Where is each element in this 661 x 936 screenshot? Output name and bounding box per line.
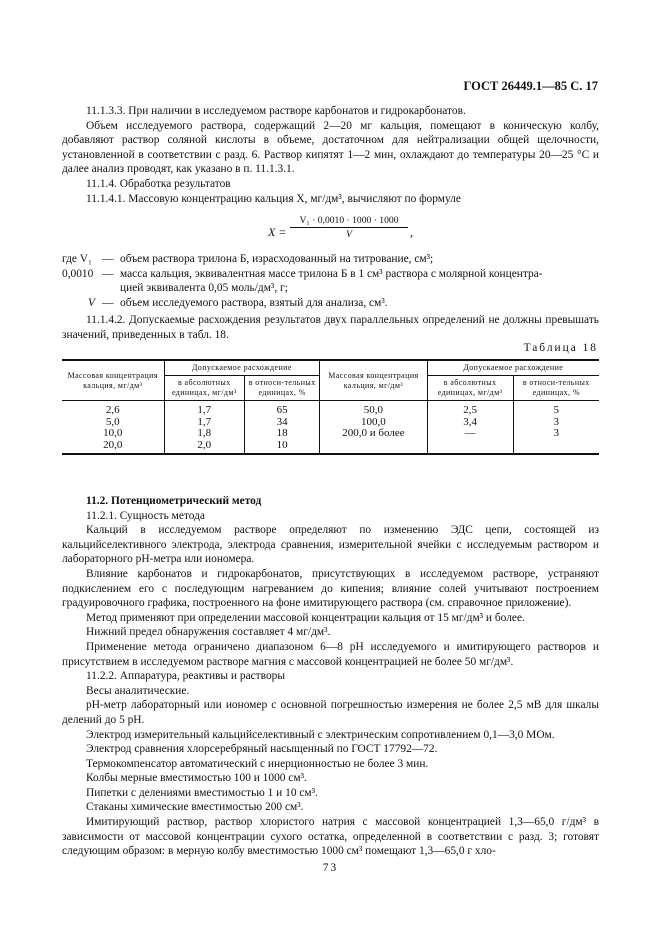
paragraph: 11.1.4. Обработка результатов xyxy=(86,177,231,190)
table-row xyxy=(62,417,599,429)
paragraph: Электрод измерительный кальцийселективный с электрическим сопротивлением 0,1—3,0 МОм. xyxy=(86,728,555,741)
table-cell: 2,6 xyxy=(62,401,164,417)
page-header: ГОСТ 26449.1—85 С. 17 xyxy=(463,79,598,93)
data-table-18 xyxy=(62,359,599,455)
legend-symbol: V xyxy=(88,296,95,309)
paragraph: Пипетки с делениями вместимостью 1 и 10 см³. xyxy=(86,786,318,799)
table-cell xyxy=(427,440,513,455)
table-cell: 34 xyxy=(245,417,320,429)
table-cell xyxy=(513,440,599,455)
formula-equals: = xyxy=(279,225,286,239)
legend-text: объем раствора трилона Б, израсходованный на титрование, см³; xyxy=(120,253,434,265)
table-title: Таблица 18 xyxy=(523,342,598,354)
paragraph: Метод применяют при определении массовой концентрации кальция от 15 мг/дм³ и более. xyxy=(86,611,525,624)
legend-row xyxy=(62,281,602,296)
legend-symbol: где V₁ xyxy=(62,253,93,265)
text-block-3 xyxy=(62,494,599,859)
paragraph: Применение метода ограничено диапазоном 6—8 pH исследуемого и имитирующего растворов и присутствием в исследуемом растворе магния с массовой концентрацией не более 50 мг/дм³. xyxy=(62,640,599,668)
paragraph: 11.2.2. Аппаратура, реактивы и растворы xyxy=(86,670,286,683)
legend-text: цией эквивалента 0,05 моль/дм³, г; xyxy=(120,282,288,295)
table-cell: 2,5 xyxy=(427,401,513,417)
paragraph: Стаканы химические вместимостью 200 см³. xyxy=(86,801,304,814)
section-heading: 11.2. Потенциометрический метод xyxy=(86,495,262,507)
legend-dash: — xyxy=(102,253,114,265)
legend-row xyxy=(62,267,602,282)
paragraph: Электрод сравнения хлорсеребряный насыщенный по ГОСТ 17792—72. xyxy=(86,743,438,756)
paragraph: Влияние карбонатов и гидрокарбонатов, присутствующих в исследуемом растворе, устраняют подкислением его с последующим нагреванием до кипения; влияние солей учитывают построением градуировочного графика, построенного на фоне имитирующего раствора (см. справочное приложение). xyxy=(62,567,599,610)
formula-comma: , xyxy=(410,225,413,239)
table-cell: 100,0 xyxy=(320,417,427,429)
formula-lhs: X xyxy=(268,225,276,239)
table-cell: 10,0 xyxy=(62,428,164,440)
table-cell: — xyxy=(427,428,513,440)
table-cell: 3 xyxy=(513,417,599,429)
paragraph: 11.1.4.2. Допускаемые расхождения результатов двух параллельных определений не должны превышать значений, приведенных в табл. 18. xyxy=(62,314,599,341)
paragraph: Нижний предел обнаружения составляет 4 мг/дм³. xyxy=(86,626,331,639)
legend-dash: — xyxy=(102,296,114,309)
column-header: в абсолютных единицах, мг/дм³ xyxy=(164,376,245,401)
column-header: в относи-тельных единицах, % xyxy=(513,376,599,401)
column-header: Массовая концентрация кальция, мг/дм³ xyxy=(320,360,427,401)
table-row xyxy=(62,401,599,417)
table-cell: 3 xyxy=(513,428,599,440)
paragraph: Имитирующий раствор, раствор хлористого натрия с массовой концентрацией 1,3—65,0 г/дм³ в зависимости от массовой концентрации сухого остатка, определенной в соответствии с разд. 3; готовят следующим образом: в мерную колбу вместимостью 1000 см³ помещают 1,3—65,0 г хло- xyxy=(62,816,599,858)
table-cell: 1,7 xyxy=(164,401,245,417)
legend-symbol: 0,0010 xyxy=(62,267,94,280)
table-cell: 2,0 xyxy=(164,440,245,455)
legend-row xyxy=(62,252,602,267)
paragraph: Объем исследуемого раствора, содержащий 2—20 мг кальция, помещают в коническую колбу, добавляют раствор соляной кислоты в объеме, достаточном для нейтрализации общей щелочности, установленной в соответствии с разд. 6. Раствор кипятят 1—2 мин, охлаждают до температуры 20—25 °С и далее анализ проводят, как указано в п. 11.1.3.1. xyxy=(62,119,599,176)
text-block-2 xyxy=(62,313,599,342)
formula-denominator: V xyxy=(346,229,352,240)
legend-text: масса кальция, эквивалентная массе трилона Б в 1 см³ раствора с молярной концентра- xyxy=(120,267,543,280)
text-block-1 xyxy=(62,104,599,206)
page-number: 73 xyxy=(322,862,339,874)
formula-fraction xyxy=(290,215,408,240)
table-cell xyxy=(320,440,427,455)
table-cell: 18 xyxy=(245,428,320,440)
table-cell: 5,0 xyxy=(62,417,164,429)
table-row xyxy=(62,440,599,455)
table-cell: 200,0 и более xyxy=(320,428,427,440)
paragraph: 11.1.3.3. При наличии в исследуемом растворе карбонатов и гидрокарбонатов. xyxy=(86,105,466,117)
paragraph: 11.1.4.1. Массовую концентрацию кальция X, мг/дм³, вычисляют по формуле xyxy=(86,192,461,205)
formula-legend xyxy=(62,252,602,310)
legend-row xyxy=(62,296,602,311)
paragraph: Весы аналитические. xyxy=(86,684,190,697)
column-group-header: Допускаемое расхождение xyxy=(427,360,599,376)
table-cell: 3,4 xyxy=(427,417,513,429)
column-header: в абсолютных единицах, мг/дм³ xyxy=(427,376,513,401)
table-cell: 10 xyxy=(245,440,320,455)
table-cell: 50,0 xyxy=(320,401,427,417)
paragraph: Кальций в исследуемом растворе определяют по изменению ЭДС цепи, состоящей из кальцийселективного электрода, электрода сравнения, измерительной ячейки с исследуемым раствором и лабораторного pH-метра или иономера. xyxy=(62,524,599,566)
paragraph: pH-метр лабораторный или иономер с основной погрешностью измерения не более 2,5 мВ для шкалы делений до 5 pH. xyxy=(62,699,599,726)
table-cell: 1,8 xyxy=(164,428,245,440)
legend-dash: — xyxy=(102,267,114,280)
formula-numerator: V₁ · 0,0010 · 1000 · 1000 xyxy=(290,215,408,228)
paragraph: Термокомпенсатор автоматический с инерционностью не более 3 мин. xyxy=(86,757,429,770)
table-cell: 5 xyxy=(513,401,599,417)
table-cell: 20,0 xyxy=(62,440,164,455)
legend-text: объем исследуемого раствора, взятый для анализа, см³. xyxy=(120,296,388,309)
table-cell: 65 xyxy=(245,401,320,417)
column-header: Массовая концентрация кальция, мг/дм³ xyxy=(62,360,164,401)
column-header: в относи-тельных единицах, % xyxy=(245,376,320,401)
column-group-header: Допускаемое расхождение xyxy=(164,360,320,376)
table-row xyxy=(62,428,599,440)
paragraph: 11.2.1. Сущность метода xyxy=(86,509,205,522)
table-cell: 1,7 xyxy=(164,417,245,429)
paragraph: Колбы мерные вместимостью 100 и 1000 см³. xyxy=(86,772,307,785)
